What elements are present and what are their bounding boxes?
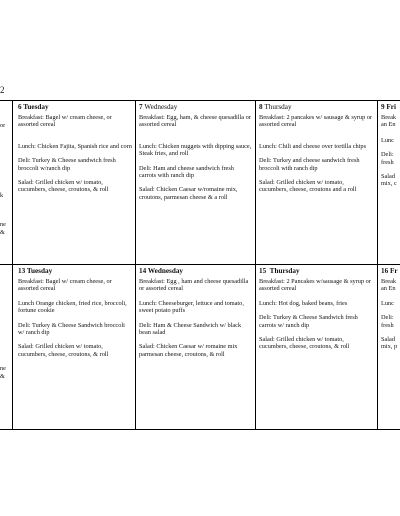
day-heading: 15 Thursday	[259, 267, 300, 275]
breakfast-item: Breakfast: 2 pancakes w/ sausage & syrup or assorted cereal	[259, 114, 373, 129]
salad-item: Salad: Chicken Caesar w/romaine mix, croutons, parmesan cheese & a roll	[139, 186, 238, 201]
lunch-item: Lunc	[381, 299, 394, 307]
grid-line	[0, 100, 400, 101]
salad-item: Salad: Chicken Caesar w/ romaine mix parmesan cheese, croutons, & roll	[139, 343, 238, 358]
day-cell-thursday-15	[259, 267, 373, 425]
day-cell-wednesday-14	[139, 267, 252, 425]
deli-item: Deli: fresh	[381, 151, 394, 166]
day-heading: 13 Tuesday	[18, 267, 53, 275]
breakfast-item: Breakfast: Bagel w/ cream cheese, or assorted cereal	[18, 114, 112, 129]
breakfast-item: Breakfast: Egg, ham, & cheese quesadilla or assorted cereal	[139, 114, 251, 129]
grid-line	[0, 264, 400, 265]
day-cell-friday-16	[381, 267, 400, 425]
left-fragment: k	[0, 192, 4, 199]
month-header-fragment: 2	[0, 85, 5, 95]
grid-line	[12, 100, 13, 430]
deli-item: Deli: Ham & Cheese Sandwich w/ black bean salad	[139, 321, 242, 337]
grid-line	[255, 100, 256, 430]
deli-item: Deli: Turkey and cheese sandwich fresh broccoli with ranch dip	[259, 157, 360, 172]
grid-line	[135, 100, 136, 430]
grid-line	[377, 100, 378, 430]
breakfast-item: Break an En	[381, 114, 397, 129]
breakfast-item: Breakfast: Egg , ham and cheese quesadilla or assorted cereal	[139, 278, 249, 293]
lunch-item: Lunch: Cheeseburger, lettuce and tomato, sweet potato puffs	[139, 299, 244, 315]
lunch-menu-calendar-grid	[0, 100, 400, 430]
salad-item: Salad: Grilled chicken w/ tomato, cucumbers, cheese, croutons, & roll	[259, 336, 350, 351]
day-heading: 16 Fr	[381, 267, 398, 275]
lunch-item: Lunch: Chicken Fajita, Spanish rice and corn	[18, 142, 132, 150]
left-fragment: &	[0, 229, 5, 236]
salad-item: Salad mix, c	[381, 173, 397, 188]
day-heading: 8 Thursday	[259, 103, 292, 111]
breakfast-item: Breakfast: Bagel w/ cream cheese, or assorted cereal	[18, 278, 112, 293]
breakfast-item: Breakfast: 2 Pancakes w/sausage & syrup or assorted cereal	[259, 278, 371, 293]
lunch-item: Lunch Orange chicken, fried rice, broccoli, fortune cookie	[18, 299, 127, 315]
lunch-item: Lunch: Chicken nuggets with dipping sauce, Steak fries, and roll	[139, 142, 252, 158]
day-cell-wednesday-7	[139, 103, 252, 261]
salad-item: Salad mix, p	[381, 336, 398, 351]
day-cell-tuesday-13	[18, 267, 132, 425]
lunch-item: Lunch: Chili and cheese over tortilla chips	[259, 142, 367, 150]
left-fragment: ne	[0, 365, 6, 372]
left-fragment: or	[0, 122, 6, 129]
day-heading: 9 Fri	[381, 103, 396, 111]
deli-item: Deli: Turkey & Cheese sandwich fresh broccoli w/ranch dip	[18, 157, 116, 172]
day-cell-friday-9	[381, 103, 400, 261]
deli-item: Deli: Turkey & Cheese Sandwich fresh carrots w/ ranch dip	[259, 314, 358, 329]
day-cell-tuesday-6	[18, 103, 132, 261]
day-cell-thursday-8	[259, 103, 373, 261]
left-fragment: ne	[0, 221, 6, 228]
deli-item: Deli: Ham and cheese sandwich fresh carrots with ranch dip	[139, 164, 234, 180]
day-heading: 7 Wednesday	[139, 103, 178, 111]
salad-item: Salad: Grilled chicken w/ tomato, cucumbers, cheese, croutons, & roll	[18, 343, 109, 358]
breakfast-item: Break an En	[381, 278, 397, 293]
salad-item: Salad: Grilled chicken w/ tomato, cucumbers, cheese, croutons and a roll	[259, 179, 357, 194]
left-fragment: &	[0, 373, 5, 380]
day-heading: 14 Wednesday	[139, 267, 184, 275]
deli-item: Deli: fresh	[381, 314, 394, 329]
grid-line	[0, 429, 400, 430]
day-heading: 6 Tuesday	[18, 103, 49, 111]
lunch-item: Lunc	[381, 136, 394, 144]
deli-item: Deli: Turkey & Cheese Sandwich broccoli w/ ranch dip	[18, 321, 125, 337]
salad-item: Salad: Grilled chicken w/ tomato, cucumbers, cheese, croutons, & roll	[18, 179, 109, 194]
lunch-item: Lunch: Hot dog, baked beans, fries	[259, 299, 348, 307]
